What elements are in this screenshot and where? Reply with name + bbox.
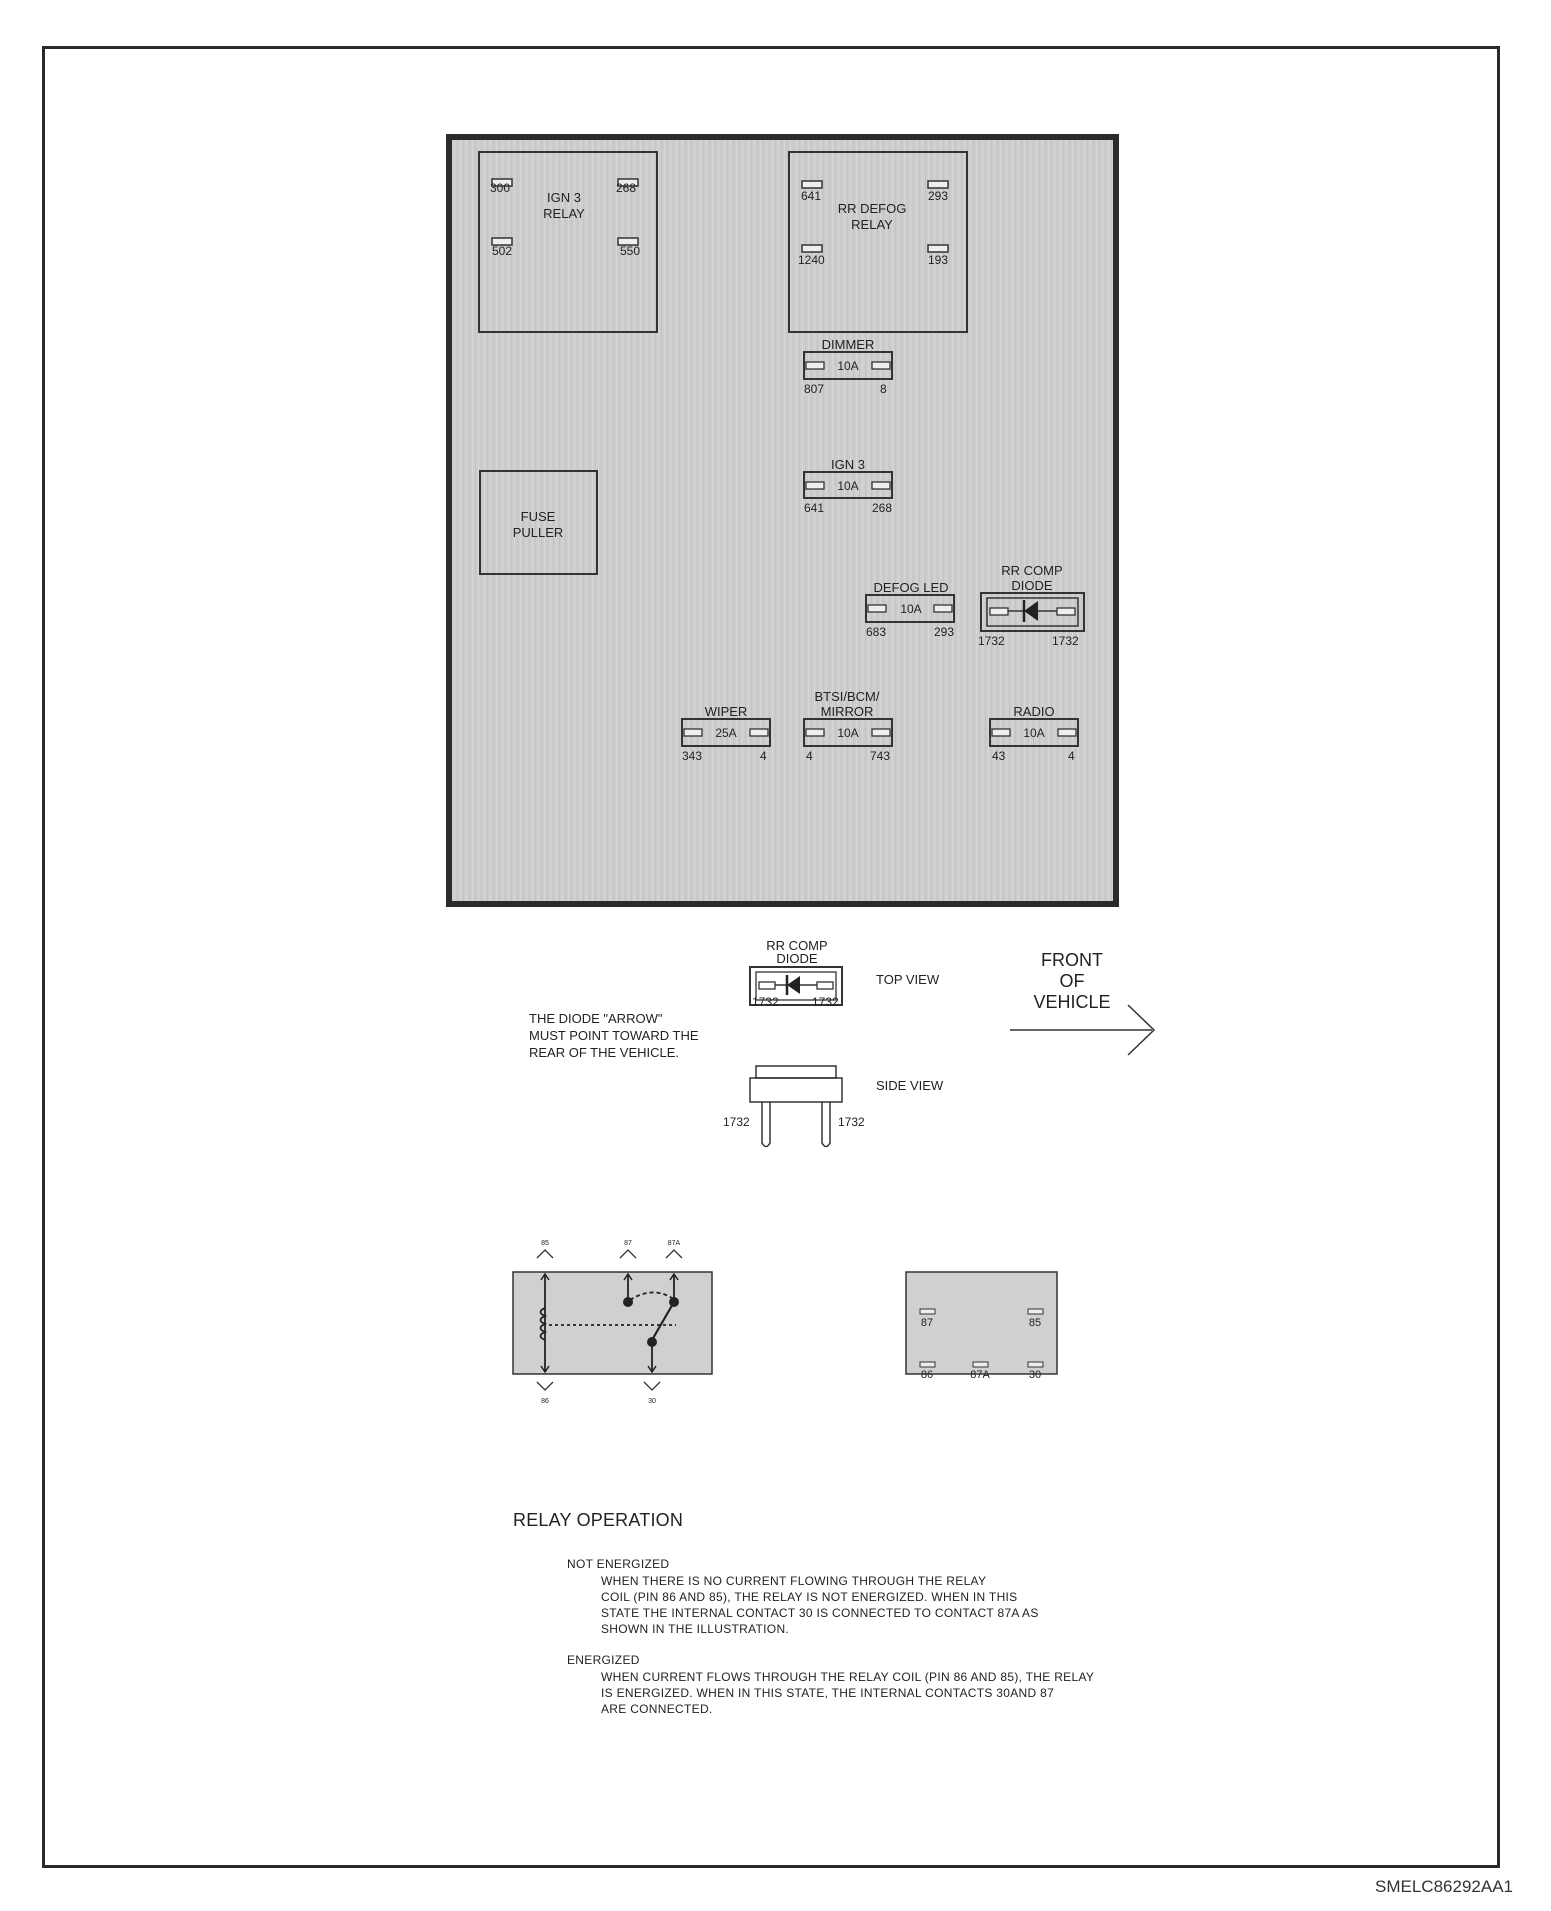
- diode-blade: [759, 982, 775, 989]
- pin-label: 85: [541, 1240, 549, 1247]
- fuse-blade: [934, 605, 952, 612]
- pin-label: 30: [648, 1398, 656, 1405]
- fuse-rating: 10A: [837, 479, 859, 493]
- fuse-label: IGN 3: [831, 457, 865, 472]
- text-line: STATE THE INTERNAL CONTACT 30 IS CONNECTED TO CONTACT 87A AS: [601, 1606, 1039, 1620]
- fuse-label: DEFOG LED: [873, 580, 949, 595]
- fuse-puller-label: PULLER: [512, 525, 564, 540]
- fuse-label: RADIO: [1013, 704, 1055, 719]
- pin-label: 30: [1028, 1369, 1042, 1381]
- energized-text: [601, 1669, 1161, 1717]
- top-view-label: TOP VIEW: [876, 972, 940, 987]
- text-line: COIL (PIN 86 AND 85), THE RELAY IS NOT ENERGIZED. WHEN IN THIS: [601, 1590, 1018, 1604]
- fuse-label: MIRROR: [820, 704, 874, 719]
- diode-label: DIODE: [1011, 578, 1053, 593]
- pin-label: 87: [920, 1317, 934, 1329]
- fuse-puller-label: FUSE: [520, 509, 556, 524]
- diode-label: RR COMP: [1001, 563, 1063, 578]
- diode-detail-label: RR COMP: [766, 938, 828, 953]
- pin-label: 641: [804, 501, 825, 515]
- fuse-blade: [806, 482, 824, 489]
- front-of-vehicle-label: OF: [1059, 971, 1085, 991]
- energized-heading: ENERGIZED: [567, 1653, 640, 1667]
- relay-label: IGN 3: [547, 190, 581, 205]
- fuse-blade: [872, 482, 890, 489]
- pin-label: 683: [866, 625, 887, 639]
- diode-side-view-body: [750, 1078, 842, 1102]
- pin-label: 86: [920, 1369, 934, 1381]
- pin-label: 293: [934, 625, 955, 639]
- chevron-up-icon: [537, 1250, 553, 1258]
- chevron-down-icon: [644, 1382, 660, 1390]
- fuse-blade: [872, 362, 890, 369]
- pin-label: 1732: [1052, 634, 1079, 648]
- pin-label: 743: [870, 749, 891, 763]
- relay-terminal: [973, 1362, 988, 1367]
- pin-label: 4: [760, 749, 767, 763]
- relay-label: RELAY: [851, 217, 893, 232]
- fuse-blade: [806, 729, 824, 736]
- relay-terminal: [920, 1309, 935, 1314]
- pin-label: 1732: [812, 995, 839, 1009]
- pin-label: 1732: [723, 1115, 750, 1129]
- pin-label: 86: [541, 1398, 549, 1405]
- fuse-label: BTSI/BCM/: [814, 689, 880, 704]
- pin-label: 268: [616, 181, 637, 195]
- pin-label: 4: [1068, 749, 1075, 763]
- pin-label: 193: [928, 253, 949, 267]
- relay-operation-title: RELAY OPERATION: [513, 1510, 684, 1530]
- relay-terminal: [1028, 1309, 1043, 1314]
- pin-label: 1240: [798, 253, 825, 267]
- pin-label: 293: [928, 189, 949, 203]
- pin-label: 300: [490, 181, 511, 195]
- fuse-blade: [992, 729, 1010, 736]
- chevron-up-icon: [666, 1250, 682, 1258]
- side-view-label: SIDE VIEW: [876, 1078, 944, 1093]
- pin-label: 87A: [667, 1240, 681, 1247]
- chevron-up-icon: [620, 1250, 636, 1258]
- not-energized-text: [601, 1573, 1161, 1637]
- diode-note-line: MUST POINT TOWARD THE: [529, 1028, 699, 1043]
- pin-label: 807: [804, 382, 825, 396]
- diode-blade: [817, 982, 833, 989]
- fuse-block: [449, 137, 1116, 904]
- front-of-vehicle-label: VEHICLE: [1033, 992, 1111, 1012]
- fuse-rating: 10A: [1023, 726, 1045, 740]
- pin-label: 87: [624, 1240, 632, 1247]
- text-line: SHOWN IN THE ILLUSTRATION.: [601, 1622, 790, 1636]
- relay-operation: [513, 1510, 1213, 1733]
- diode-blade: [990, 608, 1008, 615]
- relay-terminal: [920, 1362, 935, 1367]
- text-line: WHEN THERE IS NO CURRENT FLOWING THROUGH THE RELAY: [601, 1574, 987, 1588]
- fuse-label: DIMMER: [821, 337, 875, 352]
- pin-label: 1732: [838, 1115, 865, 1129]
- pin-label: 502: [492, 244, 513, 258]
- fuse-rating: 10A: [837, 726, 859, 740]
- pin-label: 87A: [970, 1369, 990, 1381]
- pin-label: 8: [880, 382, 887, 396]
- pin-label: 268: [872, 501, 893, 515]
- fuse-blade: [750, 729, 768, 736]
- relay-terminal: [802, 245, 822, 252]
- pin-label: 1732: [978, 634, 1005, 648]
- text-line: ARE CONNECTED.: [601, 1702, 713, 1716]
- diode-blade: [1057, 608, 1075, 615]
- text-line: WHEN CURRENT FLOWS THROUGH THE RELAY COIL (PIN 86 AND 85), THE RELAY: [601, 1670, 1095, 1684]
- fuse-rating: 10A: [837, 359, 859, 373]
- pin-label: 641: [801, 189, 822, 203]
- pin-label: 550: [620, 244, 641, 258]
- diode-arrow-icon: [787, 976, 800, 994]
- diode-side-view-leg: [822, 1102, 830, 1147]
- diode-detail-label: DIODE: [776, 951, 818, 966]
- fuse-label: WIPER: [704, 704, 748, 719]
- fuse-blade: [872, 729, 890, 736]
- diode-note-line: REAR OF THE VEHICLE.: [529, 1045, 680, 1060]
- fuse-blade: [868, 605, 886, 612]
- pin-label: 343: [682, 749, 703, 763]
- chevron-down-icon: [537, 1382, 553, 1390]
- front-of-vehicle-label: FRONT: [1041, 950, 1103, 970]
- fuse-blade: [806, 362, 824, 369]
- pin-label: 43: [992, 749, 1006, 763]
- pin-label: 4: [806, 749, 813, 763]
- relay-terminal: [928, 181, 948, 188]
- text-line: IS ENERGIZED. WHEN IN THIS STATE, THE INTERNAL CONTACTS 30AND 87: [601, 1686, 1055, 1700]
- fuse-rating: 10A: [900, 602, 922, 616]
- fuse-rating: 25A: [715, 726, 737, 740]
- relay-label: RR DEFOG: [837, 201, 907, 216]
- pin-label: 85: [1028, 1317, 1042, 1329]
- not-energized-heading: NOT ENERGIZED: [567, 1557, 670, 1571]
- fuse-blade: [1058, 729, 1076, 736]
- diode-note-line: THE DIODE "ARROW": [529, 1011, 663, 1026]
- diode-side-view-top: [756, 1066, 836, 1078]
- diode-detail: [529, 938, 1154, 1147]
- relay-terminal: [928, 245, 948, 252]
- relay-label: RELAY: [543, 206, 585, 221]
- relay-pinout: [906, 1272, 1057, 1381]
- relay-terminal: [1028, 1362, 1043, 1367]
- diode-side-view-leg: [762, 1102, 770, 1147]
- relay-terminal: [802, 181, 822, 188]
- pin-label: 1732: [752, 995, 779, 1009]
- relay-schematic: [513, 1240, 712, 1405]
- fuse-blade: [684, 729, 702, 736]
- document-id: SMELC86292AA1: [1375, 1877, 1513, 1896]
